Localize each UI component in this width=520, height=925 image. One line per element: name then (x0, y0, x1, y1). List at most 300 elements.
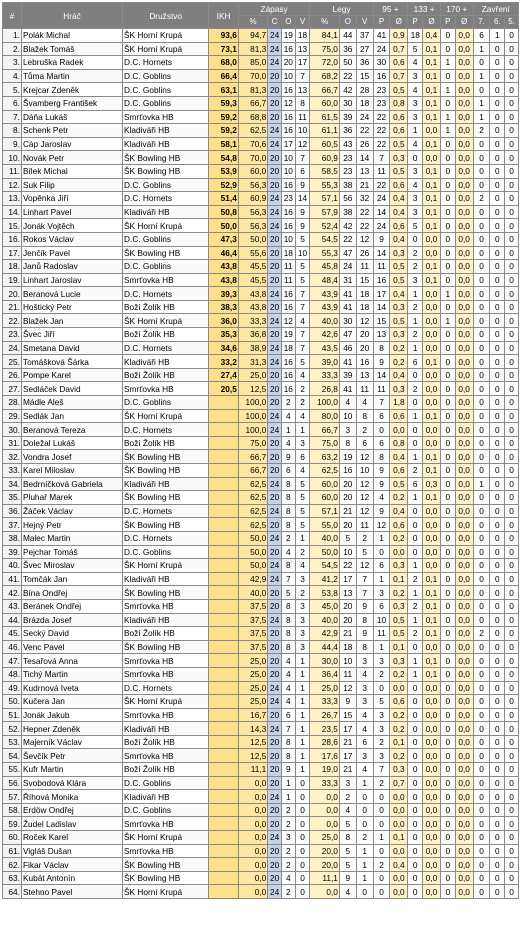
table-row (3, 627, 519, 641)
header-team: Družstvo (123, 3, 209, 29)
row-rank: 26. (3, 368, 22, 382)
matches-o: 8 (281, 613, 295, 627)
player-name: Doležal Lukáš (21, 436, 122, 450)
p95-count: 22 (373, 137, 390, 151)
player-name: Schenk Petr (21, 124, 122, 138)
p170-count: 0 (440, 776, 455, 790)
close-7: 0 (473, 178, 490, 192)
p170-avg: 0,0 (455, 368, 473, 382)
close-7: 0 (473, 450, 490, 464)
matches-o: 5 (281, 586, 295, 600)
p170-count: 0 (440, 749, 455, 763)
matches-v: 1 (295, 749, 310, 763)
close-7: 0 (473, 844, 490, 858)
close-5: 0 (505, 42, 519, 56)
matches-v: 9 (295, 178, 310, 192)
p133-avg: 0,1 (423, 654, 441, 668)
matches-c: 20 (268, 586, 282, 600)
matches-o: 10 (281, 164, 295, 178)
table-row (3, 83, 519, 97)
p170-count: 0 (440, 654, 455, 668)
close-6: 0 (490, 368, 505, 382)
team-name: D.C. Goblins (123, 69, 209, 83)
matches-c: 24 (268, 681, 282, 695)
p170-avg: 0,0 (455, 409, 473, 423)
legs-o: 8 (339, 436, 356, 450)
matches-o: 8 (281, 504, 295, 518)
matches-pct: 16,7 (238, 708, 267, 722)
close-6: 0 (490, 722, 505, 736)
team-name: ŠK Horní Krupá (123, 314, 209, 328)
legs-o: 4 (339, 396, 356, 410)
close-5: 0 (505, 763, 519, 777)
p95-count: 1 (373, 531, 390, 545)
matches-c: 24 (268, 477, 282, 491)
p133-avg: 0,0 (423, 423, 441, 437)
legs-pct: 33,3 (310, 776, 339, 790)
p170-count: 0 (440, 681, 455, 695)
matches-c: 24 (268, 790, 282, 804)
table-row (3, 491, 519, 505)
p170-count: 0 (440, 640, 455, 654)
matches-c: 20 (268, 396, 282, 410)
close-7: 0 (473, 464, 490, 478)
close-7: 0 (473, 137, 490, 151)
p133-count: 2 (408, 382, 423, 396)
close-5: 0 (505, 654, 519, 668)
player-name: Smetana David (21, 341, 122, 355)
p133-count: 0 (408, 749, 423, 763)
ikh-value (209, 844, 238, 858)
matches-o: 16 (281, 42, 295, 56)
player-name: Malec Martin (21, 531, 122, 545)
close-6: 0 (490, 504, 505, 518)
subheader-v: V (295, 16, 310, 29)
p170-avg: 0,0 (455, 722, 473, 736)
matches-pct: 25,0 (238, 667, 267, 681)
close-5: 0 (505, 355, 519, 369)
close-7: 0 (473, 885, 490, 899)
p170-count: 0 (440, 627, 455, 641)
legs-v: 1 (356, 844, 373, 858)
p170-avg: 0,0 (455, 83, 473, 97)
matches-pct: 62,5 (238, 477, 267, 491)
p133-avg: 0,1 (423, 613, 441, 627)
legs-v: 11 (356, 260, 373, 274)
p95-avg: 0,0 (390, 423, 408, 437)
player-name: Vondra Josef (21, 450, 122, 464)
p95-count: 7 (373, 151, 390, 165)
matches-o: 8 (281, 627, 295, 641)
p133-count: 3 (408, 192, 423, 206)
legs-v: 8 (356, 613, 373, 627)
legs-v: 12 (356, 450, 373, 464)
p170-count: 0 (440, 586, 455, 600)
subheader-legs-v: V (356, 16, 373, 29)
matches-c: 24 (268, 831, 282, 845)
p170-avg: 0,0 (455, 695, 473, 709)
p95-avg: 0,8 (390, 436, 408, 450)
close-7: 0 (473, 586, 490, 600)
p170-count: 0 (440, 328, 455, 342)
table-row (3, 69, 519, 83)
team-name: Kladiváři HB (123, 124, 209, 138)
player-name: Ševčík Petr (21, 749, 122, 763)
ikh-value: 50,8 (209, 205, 238, 219)
player-name: Janů Radoslav (21, 260, 122, 274)
p170-avg: 0,0 (455, 531, 473, 545)
matches-c: 24 (268, 531, 282, 545)
close-5: 0 (505, 504, 519, 518)
player-name: Roček Karel (21, 831, 122, 845)
close-6: 0 (490, 341, 505, 355)
close-6: 0 (490, 314, 505, 328)
legs-o: 11 (339, 667, 356, 681)
team-name: Smrťovka HB (123, 708, 209, 722)
p95-avg: 0,4 (390, 192, 408, 206)
legs-v: 12 (356, 559, 373, 573)
close-5: 0 (505, 260, 519, 274)
team-name: Smrťovka HB (123, 667, 209, 681)
close-5: 0 (505, 124, 519, 138)
table-row (3, 559, 519, 573)
table-row (3, 287, 519, 301)
p133-avg: 0,0 (423, 640, 441, 654)
table-row (3, 246, 519, 260)
table-row (3, 885, 519, 899)
p95-avg: 0,6 (390, 178, 408, 192)
matches-v: 18 (295, 29, 310, 43)
ikh-value: 36,0 (209, 314, 238, 328)
matches-v: 0 (295, 817, 310, 831)
table-row (3, 300, 519, 314)
matches-pct: 60,0 (238, 164, 267, 178)
team-name: D.C. Goblins (123, 396, 209, 410)
table-row (3, 96, 519, 110)
matches-o: 23 (281, 192, 295, 206)
team-name: D.C. Hornets (123, 287, 209, 301)
legs-pct: 44,4 (310, 640, 339, 654)
close-5: 0 (505, 110, 519, 124)
p95-count: 7 (373, 396, 390, 410)
legs-v: 14 (356, 151, 373, 165)
matches-v: 1 (295, 708, 310, 722)
legs-o: 43 (339, 137, 356, 151)
legs-o: 22 (339, 559, 356, 573)
p170-avg: 0,0 (455, 232, 473, 246)
p95-avg: 0,3 (390, 382, 408, 396)
table-row (3, 205, 519, 219)
close-7: 0 (473, 83, 490, 97)
p170-count: 0 (440, 246, 455, 260)
matches-v: 5 (295, 518, 310, 532)
table-row (3, 355, 519, 369)
legs-o: 9 (339, 695, 356, 709)
matches-c: 24 (268, 504, 282, 518)
close-7: 0 (473, 314, 490, 328)
table-row (3, 42, 519, 56)
ikh-value (209, 627, 238, 641)
matches-pct: 62,5 (238, 124, 267, 138)
matches-c: 24 (268, 341, 282, 355)
legs-o: 10 (339, 409, 356, 423)
team-name: ŠK Bowling HB (123, 164, 209, 178)
table-row (3, 681, 519, 695)
matches-o: 16 (281, 205, 295, 219)
p133-count: 1 (408, 314, 423, 328)
matches-v: 7 (295, 69, 310, 83)
row-rank: 31. (3, 436, 22, 450)
p170-count: 0 (440, 844, 455, 858)
p133-avg: 0,1 (423, 355, 441, 369)
matches-c: 20 (268, 260, 282, 274)
close-6: 0 (490, 559, 505, 573)
matches-o: 9 (281, 450, 295, 464)
ikh-value: 52,9 (209, 178, 238, 192)
legs-pct: 28,6 (310, 735, 339, 749)
p95-count: 11 (373, 164, 390, 178)
ikh-value: 33,2 (209, 355, 238, 369)
p95-avg: 0,0 (390, 817, 408, 831)
table-row (3, 531, 519, 545)
p95-count: 0 (373, 871, 390, 885)
matches-pct: 50,0 (238, 232, 267, 246)
p95-avg: 0,4 (390, 450, 408, 464)
p95-count: 4 (373, 491, 390, 505)
row-rank: 55. (3, 763, 22, 777)
player-name: Krejcar Zdeněk (21, 83, 122, 97)
p95-avg: 0,9 (390, 29, 408, 43)
legs-v: 26 (356, 246, 373, 260)
team-name: ŠK Bowling HB (123, 491, 209, 505)
legs-o: 17 (339, 722, 356, 736)
close-7: 0 (473, 735, 490, 749)
close-7: 0 (473, 871, 490, 885)
matches-v: 6 (295, 164, 310, 178)
ikh-value (209, 545, 238, 559)
matches-v: 5 (295, 273, 310, 287)
close-7: 0 (473, 436, 490, 450)
row-rank: 12. (3, 178, 22, 192)
row-rank: 49. (3, 681, 22, 695)
p95-avg: 0,3 (390, 151, 408, 165)
legs-o: 17 (339, 572, 356, 586)
matches-pct: 66,7 (238, 96, 267, 110)
row-rank: 61. (3, 844, 22, 858)
matches-c: 20 (268, 110, 282, 124)
close-7: 0 (473, 858, 490, 872)
ikh-value (209, 803, 238, 817)
row-rank: 39. (3, 545, 22, 559)
subheader-133-avg: Ø (423, 16, 441, 29)
ikh-value: 58,1 (209, 137, 238, 151)
p170-avg: 0,0 (455, 382, 473, 396)
matches-o: 7 (281, 722, 295, 736)
ikh-value (209, 477, 238, 491)
matches-c: 20 (268, 382, 282, 396)
p170-avg: 0,0 (455, 803, 473, 817)
p95-count: 8 (373, 450, 390, 464)
matches-v: 10 (295, 124, 310, 138)
p170-avg: 0,0 (455, 137, 473, 151)
matches-pct: 40,0 (238, 586, 267, 600)
table-row (3, 328, 519, 342)
legs-pct: 43,5 (310, 341, 339, 355)
p95-avg: 0,2 (390, 586, 408, 600)
team-name: Boží Žolík HB (123, 735, 209, 749)
close-6: 0 (490, 708, 505, 722)
matches-c: 20 (268, 817, 282, 831)
matches-pct: 100,0 (238, 409, 267, 423)
close-7: 0 (473, 504, 490, 518)
p170-avg: 0,0 (455, 545, 473, 559)
close-5: 0 (505, 831, 519, 845)
team-name: Smrťovka HB (123, 273, 209, 287)
close-5: 0 (505, 559, 519, 573)
p133-count: 1 (408, 409, 423, 423)
p170-count: 0 (440, 885, 455, 899)
p95-avg: 0,2 (390, 749, 408, 763)
player-name: Blažek Jan (21, 314, 122, 328)
legs-o: 10 (339, 654, 356, 668)
player-name: Žudel Ladislav (21, 817, 122, 831)
table-row (3, 450, 519, 464)
ikh-value: 20,5 (209, 382, 238, 396)
matches-pct: 25,0 (238, 681, 267, 695)
close-6: 0 (490, 613, 505, 627)
ikh-value: 59,2 (209, 110, 238, 124)
legs-v: 8 (356, 409, 373, 423)
legs-pct: 62,5 (310, 464, 339, 478)
matches-o: 4 (281, 545, 295, 559)
p170-avg: 0,0 (455, 178, 473, 192)
legs-v: 4 (356, 708, 373, 722)
table-row (3, 722, 519, 736)
p95-avg: 0,7 (390, 42, 408, 56)
p95-avg: 0,3 (390, 300, 408, 314)
matches-v: 11 (295, 110, 310, 124)
matches-o: 1 (281, 790, 295, 804)
p133-avg: 0,1 (423, 56, 441, 70)
p170-count: 0 (440, 559, 455, 573)
p170-count: 0 (440, 722, 455, 736)
header-player: Hráč (21, 3, 122, 29)
p133-count: 0 (408, 803, 423, 817)
legs-pct: 54,5 (310, 232, 339, 246)
legs-o: 10 (339, 545, 356, 559)
close-7: 0 (473, 355, 490, 369)
row-rank: 17. (3, 246, 22, 260)
close-7: 0 (473, 341, 490, 355)
p133-count: 5 (408, 42, 423, 56)
row-rank: 59. (3, 817, 22, 831)
matches-c: 20 (268, 844, 282, 858)
p170-count: 0 (440, 613, 455, 627)
matches-v: 7 (295, 151, 310, 165)
legs-pct: 43,9 (310, 287, 339, 301)
p133-count: 0 (408, 708, 423, 722)
p133-count: 0 (408, 545, 423, 559)
matches-v: 5 (295, 504, 310, 518)
legs-pct: 60,0 (310, 477, 339, 491)
matches-c: 20 (268, 803, 282, 817)
p170-count: 0 (440, 831, 455, 845)
matches-pct: 12,5 (238, 735, 267, 749)
matches-c: 20 (268, 273, 282, 287)
matches-pct: 81,3 (238, 42, 267, 56)
matches-c: 20 (268, 151, 282, 165)
legs-o: 8 (339, 831, 356, 845)
close-7: 0 (473, 219, 490, 233)
p133-avg: 0,1 (423, 667, 441, 681)
p170-avg: 0,0 (455, 790, 473, 804)
legs-v: 12 (356, 491, 373, 505)
row-rank: 29. (3, 409, 22, 423)
table-row (3, 844, 519, 858)
close-7: 0 (473, 232, 490, 246)
p133-count: 0 (408, 776, 423, 790)
legs-v: 9 (356, 599, 373, 613)
row-rank: 18. (3, 260, 22, 274)
player-name: Rokos Václav (21, 232, 122, 246)
p95-avg: 0,2 (390, 667, 408, 681)
ikh-value: 51,4 (209, 192, 238, 206)
legs-o: 46 (339, 341, 356, 355)
player-name: Tichý Martin (21, 667, 122, 681)
p95-avg: 0,4 (390, 232, 408, 246)
matches-o: 4 (281, 436, 295, 450)
close-5: 0 (505, 586, 519, 600)
close-7: 0 (473, 273, 490, 287)
legs-pct: 61,5 (310, 110, 339, 124)
p170-avg: 0,0 (455, 749, 473, 763)
p170-avg: 0,0 (455, 831, 473, 845)
player-name: Karel Miloslav (21, 464, 122, 478)
legs-pct: 53,8 (310, 586, 339, 600)
p170-count: 0 (440, 708, 455, 722)
matches-pct: 0,0 (238, 885, 267, 899)
legs-o: 39 (339, 368, 356, 382)
ikh-value: 68,0 (209, 56, 238, 70)
p95-avg: 0,6 (390, 56, 408, 70)
team-name: Smrťovka HB (123, 654, 209, 668)
player-name: Jenčík Pavel (21, 246, 122, 260)
matches-o: 12 (281, 314, 295, 328)
p170-count: 0 (440, 572, 455, 586)
matches-c: 20 (268, 83, 282, 97)
p170-avg: 0,0 (455, 599, 473, 613)
close-7: 0 (473, 545, 490, 559)
matches-pct: 11,1 (238, 763, 267, 777)
matches-o: 1 (281, 776, 295, 790)
matches-o: 4 (281, 654, 295, 668)
matches-v: 0 (295, 885, 310, 899)
close-7: 0 (473, 695, 490, 709)
close-5: 0 (505, 803, 519, 817)
p133-avg: 0,0 (423, 328, 441, 342)
ikh-value: 54,8 (209, 151, 238, 165)
matches-c: 24 (268, 29, 282, 43)
player-name: Tůma Martin (21, 69, 122, 83)
matches-v: 2 (295, 586, 310, 600)
p95-avg: 0,4 (390, 205, 408, 219)
ikh-value (209, 450, 238, 464)
matches-v: 8 (295, 96, 310, 110)
team-name: Kladiváři HB (123, 790, 209, 804)
row-rank: 62. (3, 858, 22, 872)
p133-count: 0 (408, 151, 423, 165)
p95-count: 23 (373, 96, 390, 110)
